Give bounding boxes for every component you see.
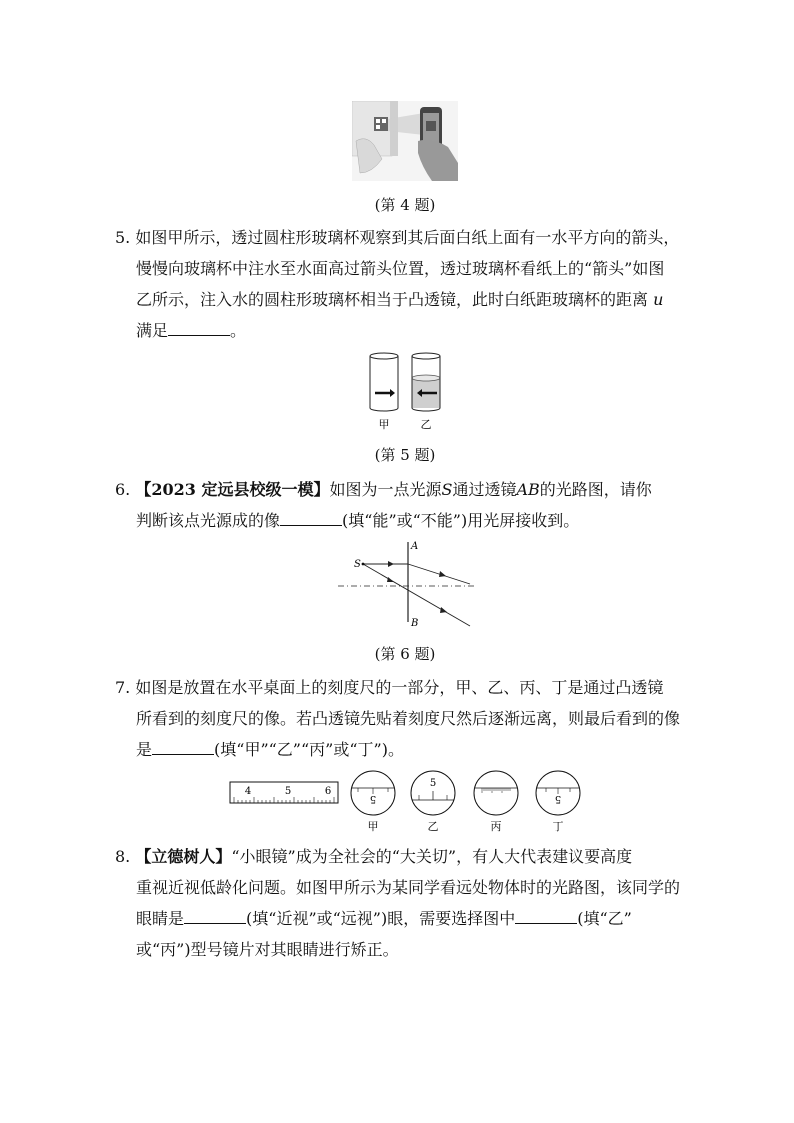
q6-line2b: (填“能”或“不能”)用光屏接收到。 bbox=[342, 511, 580, 530]
q6-label-b: B bbox=[411, 618, 419, 629]
ruler-tick-5: 5 bbox=[284, 786, 292, 797]
arrow-right-icon bbox=[390, 389, 395, 397]
q5-line4a: 满足 bbox=[136, 321, 169, 340]
ray-arrow-icon bbox=[388, 561, 394, 567]
q6-line1c: 的光路图，请你 bbox=[539, 480, 652, 499]
q5-caption: (第 5 题) bbox=[374, 446, 436, 464]
question-7 bbox=[115, 672, 680, 765]
q5-number: 5. bbox=[115, 228, 131, 247]
lens-yi-number: 5 bbox=[429, 778, 437, 789]
q7-line2: 所看到的刻度尺的像。若凸透镜先贴着刻度尺然后逐渐远离，则最后看到的像 bbox=[136, 709, 681, 728]
q5-line1: 如图甲所示，透过圆柱形玻璃杯观察到其后面白纸上面有一水平方向的箭头， bbox=[135, 228, 680, 247]
q7-line3b: (填“甲”“乙”“丙”或“丁”)。 bbox=[214, 740, 404, 759]
question-8 bbox=[115, 841, 680, 965]
q7-label-bing: 丙 bbox=[490, 820, 502, 833]
q6-var-ab: AB bbox=[516, 480, 540, 499]
q6-line1b: 通过透镜 bbox=[452, 480, 517, 499]
ray-arrow-icon bbox=[387, 577, 394, 582]
q7-line3a: 是 bbox=[136, 740, 153, 759]
lens-ding bbox=[536, 771, 580, 815]
point-source-s bbox=[362, 563, 365, 566]
glass-jia bbox=[370, 353, 398, 411]
q8-answer-blank-2[interactable] bbox=[515, 907, 577, 924]
q6-figure bbox=[338, 538, 474, 630]
question-6 bbox=[115, 474, 680, 536]
q8-answer-blank-1[interactable] bbox=[184, 907, 246, 924]
q7-line1: 如图是放置在水平桌面上的刻度尺的一部分，甲、乙、丙、丁是通过凸透镜 bbox=[135, 678, 664, 697]
lens-jia bbox=[351, 771, 395, 815]
q6-tag: 【2023 定远县校级一模】 bbox=[135, 480, 330, 499]
q5-answer-blank[interactable] bbox=[168, 319, 230, 336]
q6-line2a: 判断该点光源成的像 bbox=[136, 511, 281, 530]
ray-arrow-icon bbox=[439, 571, 446, 577]
q6-line1a: 如图为一点光源 bbox=[329, 480, 442, 499]
q8-line1: “小眼镜”成为全社会的“大关切”，有人大代表建议要高度 bbox=[231, 847, 633, 866]
q8-line4: 或“丙”)型号镜片对其眼睛进行矫正。 bbox=[136, 940, 399, 959]
glass-yi bbox=[412, 353, 440, 411]
q5-line2: 慢慢向玻璃杯中注水至水面高过箭头位置，透过玻璃杯看纸上的“箭头”如图 bbox=[136, 259, 665, 278]
q4-caption: (第 4 题) bbox=[374, 196, 436, 214]
lens-jia-number: 5 bbox=[369, 793, 377, 804]
q6-var-s: S bbox=[441, 480, 453, 499]
q8-line3b: (填“近视”或“远视”)眼，需要选择图中 bbox=[246, 909, 516, 928]
q7-answer-blank[interactable] bbox=[152, 738, 214, 755]
q5-label-jia: 甲 bbox=[378, 418, 390, 431]
q6-label-s: S bbox=[354, 559, 361, 570]
q6-answer-blank[interactable] bbox=[280, 509, 342, 526]
q7-label-jia: 甲 bbox=[367, 820, 379, 833]
lens-bing bbox=[474, 771, 518, 815]
q5-line3: 乙所示，注入水的圆柱形玻璃杯相当于凸透镜，此时白纸距玻璃杯的距离 bbox=[136, 290, 649, 309]
ray-arrow-icon bbox=[440, 607, 447, 613]
q7-label-ding: 丁 bbox=[552, 820, 564, 833]
q8-line3a: 眼睛是 bbox=[136, 909, 185, 928]
q5-figure bbox=[360, 350, 450, 434]
question-5 bbox=[115, 222, 680, 346]
q8-number: 8. bbox=[115, 847, 131, 866]
q8-line2: 重视近视低龄化问题。如图甲所示为某同学看远处物体时的光路图，该同学的 bbox=[136, 878, 681, 897]
q5-label-yi: 乙 bbox=[420, 418, 432, 431]
q7-number: 7. bbox=[115, 678, 131, 697]
q8-line3c: (填“乙” bbox=[577, 909, 632, 928]
q6-number: 6. bbox=[115, 480, 131, 499]
q6-caption: (第 6 题) bbox=[374, 645, 436, 663]
q5-line4b: 。 bbox=[230, 321, 247, 340]
ruler-tick-4: 4 bbox=[244, 786, 252, 797]
q4-figure bbox=[352, 101, 458, 181]
q7-label-yi: 乙 bbox=[427, 820, 439, 833]
q6-label-a: A bbox=[411, 541, 419, 552]
phone-scan-photo bbox=[352, 101, 458, 181]
lens-ding-number: 5 bbox=[554, 793, 562, 804]
q5-var-u: u bbox=[653, 290, 664, 309]
q8-tag: 【立德树人】 bbox=[135, 847, 232, 866]
q7-figure bbox=[228, 770, 590, 834]
ruler bbox=[230, 782, 338, 803]
ruler-tick-6: 6 bbox=[324, 786, 332, 797]
lens-yi bbox=[411, 771, 455, 815]
